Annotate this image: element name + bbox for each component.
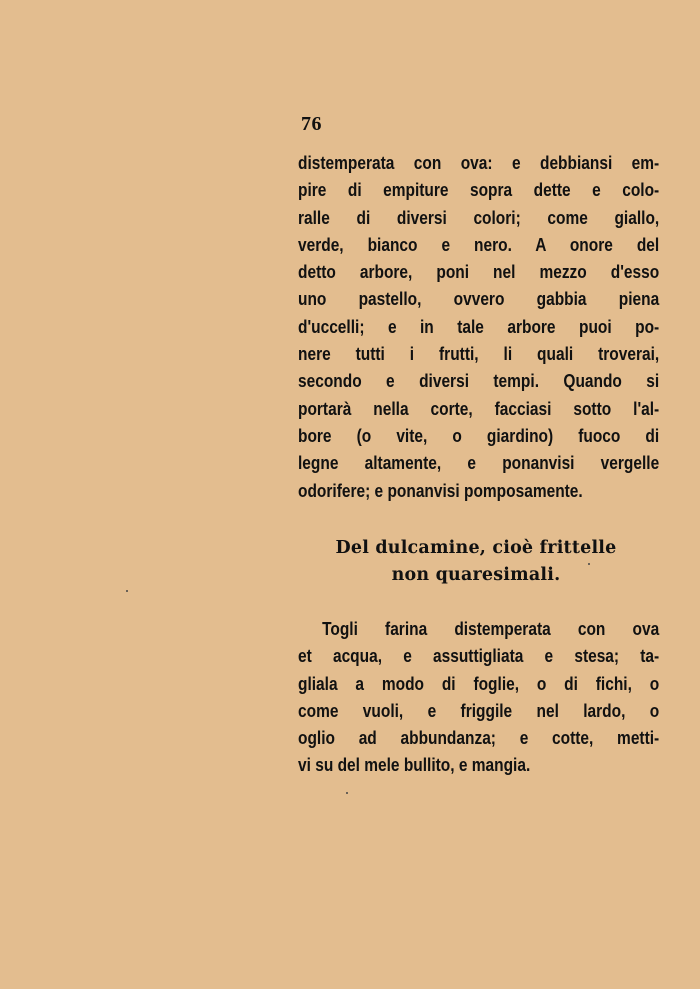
text-line: nere tutti i frutti, li quali troverai,	[298, 344, 660, 365]
text-line: vi su del mele bullito, e mangia.	[298, 755, 531, 776]
text-line: uno pastello, ovvero gabbia piena	[298, 289, 660, 310]
text-line: legne altamente, e ponanvisi vergelle	[298, 453, 660, 474]
text-line: et acqua, e assuttigliata e stesa; ta-	[298, 646, 660, 667]
text-line: bore (o vite, o giardino) fuoco di	[298, 425, 660, 446]
text-line: detto arbore, poni nel mezzo d'esso	[298, 262, 660, 283]
text-line: Togli farina distemperata con ova	[322, 619, 660, 639]
text-line: come vuoli, e friggile nel lardo, o	[298, 700, 660, 721]
text-line: portarà nella corte, facciasi sotto l'al-	[298, 398, 660, 419]
text-line: verde, bianco e nero. A onore del	[298, 234, 660, 255]
section-heading	[300, 535, 652, 589]
text-line: odorifere; e ponanvisi pomposamente.	[298, 480, 583, 501]
speck	[588, 563, 590, 565]
text-line: gliala a modo di foglie, o di fichi, o	[298, 673, 660, 694]
text-line: oglio ad abbundanza; e cotte, metti-	[298, 728, 660, 749]
paragraph-1	[298, 150, 660, 505]
paragraph-2	[298, 616, 660, 780]
text-line: distemperata con ova: e debbiansi em-	[298, 153, 660, 173]
text-line: pire di empiture sopra dette e colo-	[298, 180, 660, 201]
speck	[126, 590, 128, 592]
page-number: 76	[301, 113, 322, 135]
text-line: ralle di diversi colori; come giallo,	[298, 207, 660, 228]
text-line: secondo e diversi tempi. Quando si	[298, 371, 660, 392]
heading-line: non quaresimali.	[391, 565, 561, 585]
speck	[346, 792, 348, 794]
text-line: d'uccelli; e in tale arbore puoi po-	[298, 316, 660, 337]
heading-line: Del dulcamine, cioè frittelle	[335, 538, 617, 558]
